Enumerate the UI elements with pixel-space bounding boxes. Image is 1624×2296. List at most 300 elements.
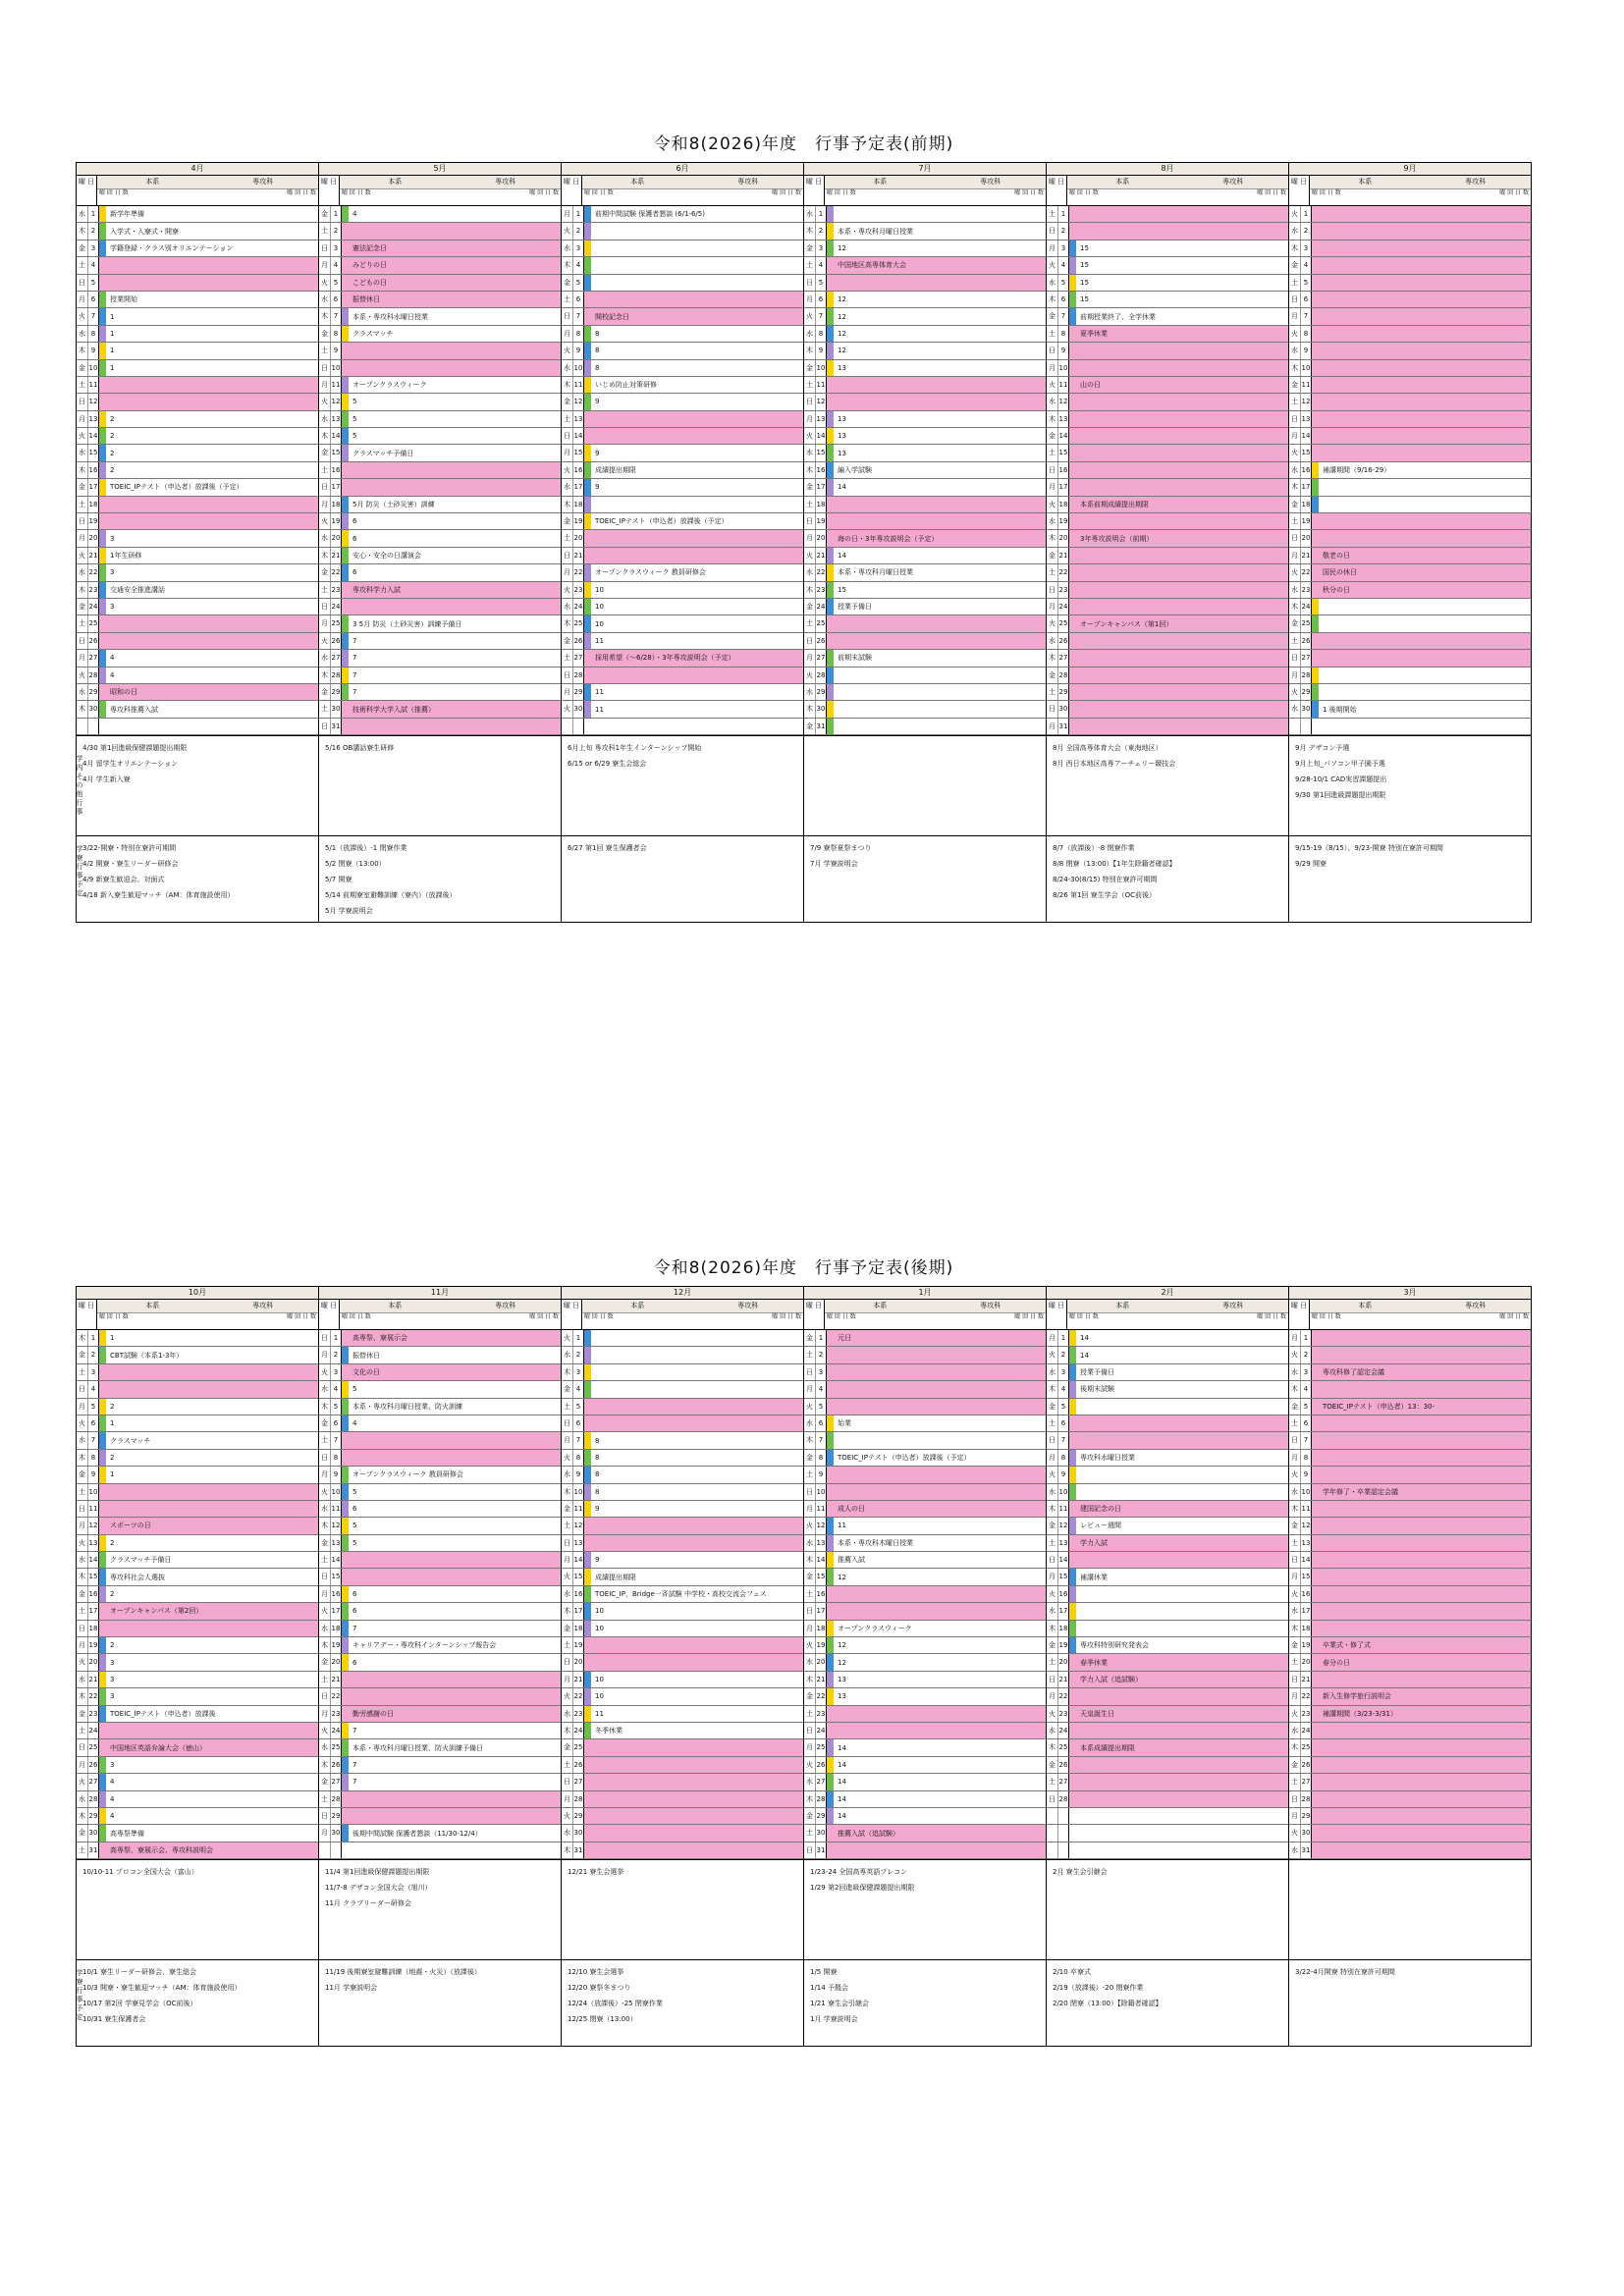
event-text: 1 後期開始 (1323, 705, 1357, 714)
weekday: 月 (1289, 1808, 1301, 1824)
day-row (1289, 1842, 1531, 1859)
day-row (804, 1706, 1046, 1723)
day-row (562, 1432, 803, 1449)
event-text: 授業予備日 (838, 603, 872, 612)
weekday: 土 (562, 1757, 573, 1773)
day-number: 22 (573, 1688, 584, 1704)
weekday: 日 (319, 1450, 331, 1466)
day-row (562, 1637, 803, 1654)
weekday: 火 (319, 1484, 331, 1500)
day-row (319, 1586, 561, 1603)
day-row (804, 308, 1046, 325)
day-number: 11 (1058, 1501, 1069, 1517)
weekday: 木 (562, 257, 573, 273)
weekday: 水 (562, 1586, 573, 1602)
day-number: 4 (88, 257, 99, 273)
weekday-marker (1312, 1552, 1319, 1568)
note-line: 2/20 閉寮（13:00）【除籍者確認】 (1053, 2000, 1163, 2008)
day-number: 16 (573, 462, 584, 478)
day-number: 15 (1301, 445, 1312, 460)
weekday-marker (1312, 1399, 1319, 1415)
event-text: 5月 防災（土砂災害）訓練 (352, 500, 435, 508)
weekday-marker (584, 1672, 591, 1687)
note-line: 8/24-30(8/15) 特別在寮許可期間 (1053, 876, 1158, 884)
weekday: 水 (1047, 513, 1058, 529)
day-row (1047, 650, 1288, 667)
day-number: 11 (573, 377, 584, 393)
advanced-course-header: 専攻科 (252, 178, 274, 186)
weekday-marker (1069, 1467, 1076, 1482)
day-number: 19 (331, 1637, 342, 1653)
day-number: 30 (331, 1825, 342, 1841)
day-row (562, 360, 803, 377)
weekday-marker (1312, 633, 1319, 649)
weekday: 日 (804, 633, 816, 649)
weekday: 月 (1289, 1450, 1301, 1466)
weekday: 金 (319, 1774, 331, 1789)
weekday: 木 (562, 497, 573, 512)
weekday-marker (827, 479, 834, 495)
day-row (1289, 701, 1531, 718)
day-number: 13 (1058, 411, 1069, 427)
weekday-marker (827, 615, 834, 631)
day-number: 4 (1058, 257, 1069, 273)
weekday: 土 (77, 257, 88, 273)
day-number: 31 (1301, 1842, 1312, 1858)
note-line: 2月 寮生会引継会 (1053, 1868, 1108, 1877)
weekday-marker (342, 1569, 349, 1584)
weekday-marker (1069, 1450, 1076, 1466)
weekday-marker (1312, 1467, 1319, 1482)
weekday-marker (827, 1586, 834, 1602)
event-text: オープンキャンパス（第2回） (110, 1607, 203, 1616)
weekday: 日 (1047, 462, 1058, 478)
event-text: 前期授業終了、全学休業 (1080, 312, 1156, 321)
weekday-marker (342, 701, 349, 717)
count-header: 曜 回 日 数 (1014, 1313, 1044, 1320)
weekday: 金 (1289, 257, 1301, 273)
weekday-marker (584, 548, 591, 563)
weekday: 火 (804, 308, 816, 324)
calendar-grid (76, 1300, 1532, 2047)
weekday-marker (99, 719, 106, 734)
day-number: 29 (1301, 1808, 1312, 1824)
weekday-marker (342, 1501, 349, 1517)
day-number: 1 (573, 1330, 584, 1346)
weekday-marker (342, 1450, 349, 1466)
weekday: 金 (1047, 1757, 1058, 1773)
day-row (77, 240, 318, 257)
weekday-marker (342, 206, 349, 222)
weekday: 月 (562, 1672, 573, 1687)
event-text: 高専祭、寮展示会 (352, 1334, 407, 1343)
event-text: スポーツの日 (110, 1522, 151, 1530)
day-row (77, 326, 318, 343)
weekday: 木 (1047, 1621, 1058, 1636)
day-row (1289, 564, 1531, 581)
other-events-notes (562, 1859, 803, 1959)
weekday: 土 (77, 1842, 88, 1858)
day-number: 29 (573, 1808, 584, 1824)
day-number: 19 (1058, 513, 1069, 529)
day-row (1289, 1569, 1531, 1585)
weekday: 月 (77, 650, 88, 666)
day-row (1289, 633, 1531, 650)
event-text: 10 (595, 1692, 604, 1701)
weekday-marker (1069, 1415, 1076, 1431)
day-number: 21 (573, 548, 584, 563)
event-text: キャリアデー・専攻科インターンシップ報告会 (352, 1641, 497, 1650)
weekday-marker (99, 240, 106, 256)
day-number: 8 (573, 326, 584, 342)
weekday-marker (827, 599, 834, 614)
advanced-course-header: 専攻科 (252, 1302, 274, 1309)
day-row (319, 462, 561, 479)
day-row (1289, 513, 1531, 530)
day-row (77, 667, 318, 684)
dorm-events-notes (562, 835, 803, 922)
day-row (1047, 292, 1288, 308)
day-number: 7 (816, 308, 827, 324)
event-text: 11 (838, 1522, 846, 1530)
weekday: 日 (1047, 1432, 1058, 1448)
day-number: 2 (816, 223, 827, 239)
weekday-marker (1069, 1825, 1076, 1841)
weekday-header: 曜 日 (319, 176, 340, 205)
advanced-course-header: 専攻科 (980, 178, 1001, 186)
day-number: 1 (1058, 206, 1069, 222)
day-number: 18 (1058, 497, 1069, 512)
day-number (1058, 1825, 1069, 1841)
day-row (562, 1347, 803, 1363)
weekday: 火 (1289, 1347, 1301, 1362)
day-number: 23 (573, 1706, 584, 1722)
weekday-marker (1312, 1330, 1319, 1346)
day-number: 27 (88, 1774, 99, 1789)
day-number: 19 (88, 1637, 99, 1653)
day-number: 16 (1058, 462, 1069, 478)
day-row (77, 206, 318, 223)
day-row (77, 445, 318, 461)
dorm-events-notes (1289, 835, 1531, 922)
day-row (1047, 1518, 1288, 1534)
weekday-marker (342, 1672, 349, 1687)
day-row (804, 411, 1046, 428)
event-text: 9 (595, 1505, 600, 1514)
day-row (562, 462, 803, 479)
day-number: 31 (816, 1842, 827, 1858)
weekday (562, 719, 573, 734)
weekday-marker (584, 1603, 591, 1619)
weekday: 水 (319, 1621, 331, 1636)
count-header: 曜 回 日 数 (287, 189, 316, 196)
day-number: 12 (1058, 394, 1069, 409)
month-column (804, 1300, 1047, 2046)
weekday: 日 (1289, 292, 1301, 307)
day-row (804, 564, 1046, 581)
day-row (562, 684, 803, 701)
event-text: 5 (352, 1538, 357, 1547)
weekday: 水 (1047, 394, 1058, 409)
weekday: 火 (319, 275, 331, 291)
day-number: 9 (573, 1467, 584, 1482)
note-line: 10/31 寮生保護者会 (82, 2015, 146, 2024)
event-text: 前期末試験 (838, 654, 872, 663)
day-number: 21 (1301, 548, 1312, 563)
day-row (319, 1603, 561, 1620)
day-row (1047, 479, 1288, 496)
event-text: 14 (838, 483, 846, 492)
day-number: 25 (331, 615, 342, 631)
weekday: 土 (77, 497, 88, 512)
weekday: 火 (804, 1399, 816, 1415)
event-text: 13 (838, 414, 846, 423)
day-number: 2 (573, 223, 584, 239)
event-text: 憲法記念日 (352, 243, 387, 252)
day-row (1289, 1688, 1531, 1705)
weekday: 水 (562, 360, 573, 376)
weekday: 土 (562, 650, 573, 666)
event-text: 補講期間（9/16-29） (1323, 466, 1391, 475)
weekday: 月 (77, 1637, 88, 1653)
weekday: 日 (562, 1654, 573, 1670)
day-row (562, 1535, 803, 1552)
day-number: 4 (88, 1381, 99, 1397)
weekday: 金 (562, 513, 573, 529)
day-row (77, 1672, 318, 1688)
day-number: 27 (573, 1774, 584, 1789)
day-row (319, 1415, 561, 1432)
event-text: 2 (110, 1641, 115, 1650)
day-row (319, 1621, 561, 1637)
day-number: 18 (331, 1621, 342, 1636)
day-row (562, 1774, 803, 1790)
day-number: 15 (573, 1569, 584, 1584)
weekday: 土 (1289, 394, 1301, 409)
weekday-marker (1069, 445, 1076, 460)
month-name: 9月 (1289, 163, 1531, 175)
day-row (804, 684, 1046, 701)
event-text: TOEIC_IPテスト（申込者）放課後 (110, 1709, 216, 1718)
weekday-marker (1069, 1518, 1076, 1533)
weekday: 金 (562, 1739, 573, 1755)
day-row (77, 1415, 318, 1432)
weekday-marker (827, 292, 834, 307)
weekday: 木 (77, 462, 88, 478)
day-row (1047, 1688, 1288, 1705)
day-number: 2 (1301, 223, 1312, 239)
day-number: 26 (88, 633, 99, 649)
weekday-marker (584, 445, 591, 460)
weekday: 火 (562, 582, 573, 598)
weekday-marker (99, 1484, 106, 1500)
event-text: 4 (352, 1419, 357, 1428)
day-row (1289, 1757, 1531, 1774)
weekday-marker (1069, 1621, 1076, 1636)
note-line: 6/27 第1回 寮生保護者会 (568, 844, 647, 853)
day-number: 12 (1301, 394, 1312, 409)
note-line: 8月 全国高専体育大会（東海地区） (1053, 744, 1163, 753)
event-text: オープンクラスウィーク (352, 381, 427, 390)
day-row (562, 1484, 803, 1501)
weekday: 金 (77, 479, 88, 495)
event-text: 後期中間試験 保護者懇談（11/30-12/4） (352, 1829, 482, 1838)
weekday: 月 (1047, 1688, 1058, 1704)
day-row (1047, 1381, 1288, 1398)
day-number: 20 (816, 1654, 827, 1670)
weekday-marker (584, 428, 591, 444)
day-number: 8 (331, 1450, 342, 1466)
event-text: こどもの日 (352, 278, 387, 287)
day-row (1289, 1467, 1531, 1483)
weekday-marker (584, 411, 591, 427)
day-row (1047, 326, 1288, 343)
day-row (804, 1535, 1046, 1552)
day-row (562, 377, 803, 394)
day-number: 30 (1301, 701, 1312, 717)
weekday: 火 (804, 548, 816, 563)
day-row (804, 1552, 1046, 1569)
event-text: 14 (838, 1812, 846, 1821)
event-text: 中国地区英語弁論大会（徳山） (110, 1743, 206, 1752)
weekday: 火 (562, 1688, 573, 1704)
note-line: 7月 学寮説明会 (810, 860, 858, 869)
day-row (77, 1569, 318, 1585)
other-events-notes (1047, 735, 1288, 835)
weekday: 火 (562, 343, 573, 358)
day-row (1047, 1825, 1288, 1842)
advanced-course-header: 専攻科 (495, 178, 516, 186)
weekday: 土 (1047, 1654, 1058, 1670)
main-course-header: 本系 (1115, 1302, 1130, 1309)
weekday-marker (584, 1399, 591, 1415)
weekday: 水 (1289, 1842, 1301, 1858)
day-number: 14 (1058, 428, 1069, 444)
weekday-marker (1069, 615, 1076, 631)
weekday-marker (1069, 206, 1076, 222)
weekday-marker (827, 1535, 834, 1551)
event-text: 安心・安全の日講演会 (352, 552, 421, 560)
day-number: 28 (573, 667, 584, 683)
day-number: 8 (88, 1450, 99, 1466)
day-number: 13 (573, 411, 584, 427)
weekday-marker (827, 394, 834, 409)
day-row (1047, 1706, 1288, 1723)
day-number: 28 (331, 667, 342, 683)
weekday: 月 (562, 1791, 573, 1807)
day-number: 17 (1058, 479, 1069, 495)
day-row (1289, 615, 1531, 632)
column-header (77, 176, 318, 206)
event-text: クラスマッチ (352, 329, 394, 338)
weekday-marker (1312, 1808, 1319, 1824)
weekday-marker (342, 582, 349, 598)
weekday-marker (99, 1381, 106, 1397)
weekday: 土 (804, 497, 816, 512)
day-number: 11 (1301, 1501, 1312, 1517)
day-number: 12 (816, 394, 827, 409)
day-number: 17 (1301, 1603, 1312, 1619)
day-number: 9 (88, 1467, 99, 1482)
weekday: 日 (319, 599, 331, 614)
weekday: 日 (319, 1569, 331, 1584)
weekday-marker (584, 1739, 591, 1755)
weekday: 金 (804, 479, 816, 495)
column-header (1289, 1300, 1531, 1330)
day-row (77, 411, 318, 428)
weekday-marker (1069, 428, 1076, 444)
weekday-marker (584, 326, 591, 342)
weekday: 火 (1047, 1586, 1058, 1602)
day-number: 18 (816, 1621, 827, 1636)
day-row (804, 650, 1046, 667)
weekday: 木 (1047, 411, 1058, 427)
event-text: 学力入試（追試験） (1080, 1676, 1142, 1683)
day-row (1047, 548, 1288, 564)
day-row (319, 1706, 561, 1723)
day-row (1047, 1432, 1288, 1449)
weekday-marker (1069, 394, 1076, 409)
weekday: 日 (804, 1484, 816, 1500)
weekday: 木 (1289, 1501, 1301, 1517)
event-text: 学力入試 (1080, 1538, 1108, 1547)
day-row (1047, 1791, 1288, 1808)
weekday-marker (342, 275, 349, 291)
weekday-marker (1312, 582, 1319, 598)
day-row (804, 1603, 1046, 1620)
event-text: 11 (595, 636, 604, 645)
weekday-marker (584, 257, 591, 273)
weekday: 金 (1289, 1637, 1301, 1653)
weekday: 木 (804, 1432, 816, 1448)
weekday-marker (1312, 1484, 1319, 1500)
note-line: 5/2 閉寮（13:00） (325, 860, 386, 869)
day-row (319, 650, 561, 667)
weekday-marker (99, 411, 106, 427)
weekday-marker (1312, 1501, 1319, 1517)
day-row (562, 1501, 803, 1518)
day-number: 7 (816, 1432, 827, 1448)
day-number: 30 (88, 701, 99, 717)
day-number: 19 (331, 513, 342, 529)
dorm-events-notes (77, 835, 318, 922)
day-row (77, 582, 318, 599)
weekday: 木 (319, 1637, 331, 1653)
event-text: 7 (352, 636, 357, 645)
weekday-marker (1069, 1586, 1076, 1602)
weekday-marker (99, 564, 106, 580)
event-text: みどりの日 (352, 261, 387, 270)
weekday: 土 (1047, 326, 1058, 342)
weekday-marker (1069, 599, 1076, 614)
day-number: 14 (331, 428, 342, 444)
weekday: 火 (1047, 615, 1058, 631)
event-text: 7 (352, 1624, 357, 1632)
day-row (1047, 206, 1288, 223)
weekday: 日 (562, 667, 573, 683)
weekday-marker (584, 1706, 591, 1722)
weekday: 土 (319, 1791, 331, 1807)
weekday: 金 (1289, 615, 1301, 631)
note-line: 1月 学寮説明会 (810, 2015, 858, 2024)
weekday-marker (1069, 377, 1076, 393)
day-row (319, 1825, 561, 1842)
weekday-marker (99, 513, 106, 529)
weekday-marker (584, 1688, 591, 1704)
weekday: 金 (804, 240, 816, 256)
day-number: 10 (573, 1484, 584, 1500)
month-name: 3月 (1289, 1287, 1531, 1299)
